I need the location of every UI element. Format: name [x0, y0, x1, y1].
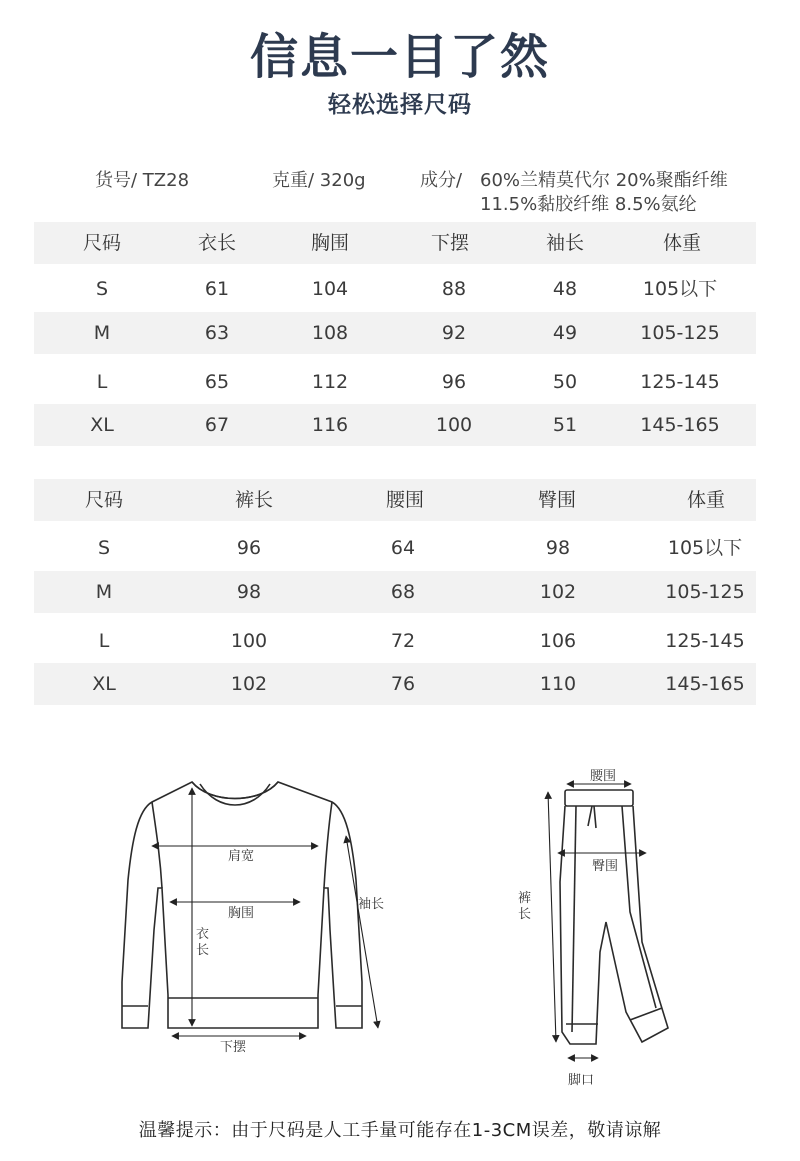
header-pants-length: 裤长: [234, 489, 273, 511]
cell-hip: 98: [545, 537, 571, 559]
cell-size: S: [97, 537, 111, 559]
header-size: 尺码: [84, 489, 123, 511]
pants-outline: [560, 790, 668, 1044]
composition-line-1: 60%兰精莫代尔 20%聚酯纤维: [480, 170, 728, 191]
cell-weight: 105-125: [665, 581, 745, 603]
cell-size: M: [95, 581, 113, 603]
cell-size: XL: [92, 673, 116, 695]
sweatshirt-diagram: [100, 770, 400, 1070]
table-row: [34, 571, 756, 613]
label-pants-length-2: 长: [518, 907, 532, 922]
label-sleeve: 袖长: [358, 897, 385, 912]
table-header-row: [34, 222, 756, 264]
header-waist: 腰围: [385, 489, 424, 511]
label-pants-length-1: 裤: [518, 891, 532, 906]
cell-pants-length: 96: [236, 537, 262, 559]
page-title: 信息一目了然: [249, 29, 550, 85]
table-row: [34, 620, 756, 662]
cell-chest: 104: [311, 278, 349, 300]
table-row: [34, 268, 756, 310]
cell-pants-length: 98: [236, 581, 262, 603]
cell-sleeve: 49: [552, 322, 578, 344]
header-hem: 下摆: [430, 232, 469, 254]
table-row: [34, 663, 756, 705]
cell-sleeve: 48: [552, 278, 578, 300]
cell-size: S: [95, 278, 109, 300]
label-hip: 臀围: [592, 859, 619, 874]
header-length: 衣长: [197, 232, 236, 254]
cell-length: 67: [204, 414, 230, 436]
label-shoulder: 肩宽: [228, 849, 255, 864]
cell-chest: 108: [311, 322, 349, 344]
header-weight: 体重: [662, 232, 701, 254]
cell-length: 65: [204, 371, 230, 393]
cell-size: L: [96, 371, 108, 393]
cell-weight: 125-145: [665, 630, 745, 652]
cell-weight: 105以下: [667, 537, 743, 559]
table-row: [34, 312, 756, 354]
label-length-2: 长: [196, 943, 210, 958]
header-sleeve: 袖长: [545, 232, 584, 254]
cell-chest: 112: [311, 371, 349, 393]
header-chest: 胸围: [310, 232, 349, 254]
cell-hip: 102: [539, 581, 577, 603]
table-row: [34, 404, 756, 446]
cell-weight: 105-125: [640, 322, 720, 344]
cell-hem: 96: [441, 371, 467, 393]
header-size: 尺码: [82, 232, 121, 254]
pants-diagram: [510, 762, 690, 1092]
label-length-1: 衣: [196, 927, 210, 942]
cell-size: M: [93, 322, 111, 344]
cell-waist: 68: [390, 581, 416, 603]
cell-length: 63: [204, 322, 230, 344]
table-row: [34, 361, 756, 403]
cell-hip: 106: [539, 630, 577, 652]
label-hem: 下摆: [220, 1040, 247, 1055]
page-subtitle: 轻松选择尺码: [328, 92, 472, 118]
cell-hem: 88: [441, 278, 467, 300]
item-number: 货号/ TZ28: [95, 170, 190, 191]
cell-weight: 145-165: [640, 414, 720, 436]
cell-length: 61: [204, 278, 230, 300]
cell-size: L: [98, 630, 110, 652]
cell-hip: 110: [539, 673, 577, 695]
header-weight: 体重: [686, 489, 725, 511]
cell-hem: 92: [441, 322, 467, 344]
table-row: [34, 527, 756, 569]
cell-weight: 125-145: [640, 371, 720, 393]
cell-size: XL: [90, 414, 114, 436]
cell-weight: 105以下: [642, 278, 718, 300]
cell-pants-length: 102: [230, 673, 268, 695]
cell-pants-length: 100: [230, 630, 268, 652]
cell-hem: 100: [435, 414, 473, 436]
label-chest: 胸围: [228, 906, 255, 921]
header-hip: 臀围: [537, 489, 576, 511]
label-ankle: 脚口: [568, 1073, 595, 1088]
cell-waist: 72: [390, 630, 416, 652]
cell-sleeve: 50: [552, 371, 578, 393]
table-header-row: [34, 479, 756, 521]
composition-label: 成分/: [420, 170, 463, 191]
fabric-weight: 克重/ 320g: [272, 170, 366, 191]
composition-line-2: 11.5%黏胶纤维 8.5%氨纶: [480, 194, 697, 215]
sweatshirt-outline: [122, 782, 362, 1028]
cell-chest: 116: [311, 414, 349, 436]
label-waist: 腰围: [590, 769, 617, 784]
measurement-tip: 温馨提示：由于尺码是人工手量可能存在1-3CM误差，敬请谅解: [138, 1120, 662, 1141]
cell-waist: 76: [390, 673, 416, 695]
cell-weight: 145-165: [665, 673, 745, 695]
cell-sleeve: 51: [552, 414, 578, 436]
cell-waist: 64: [390, 537, 416, 559]
